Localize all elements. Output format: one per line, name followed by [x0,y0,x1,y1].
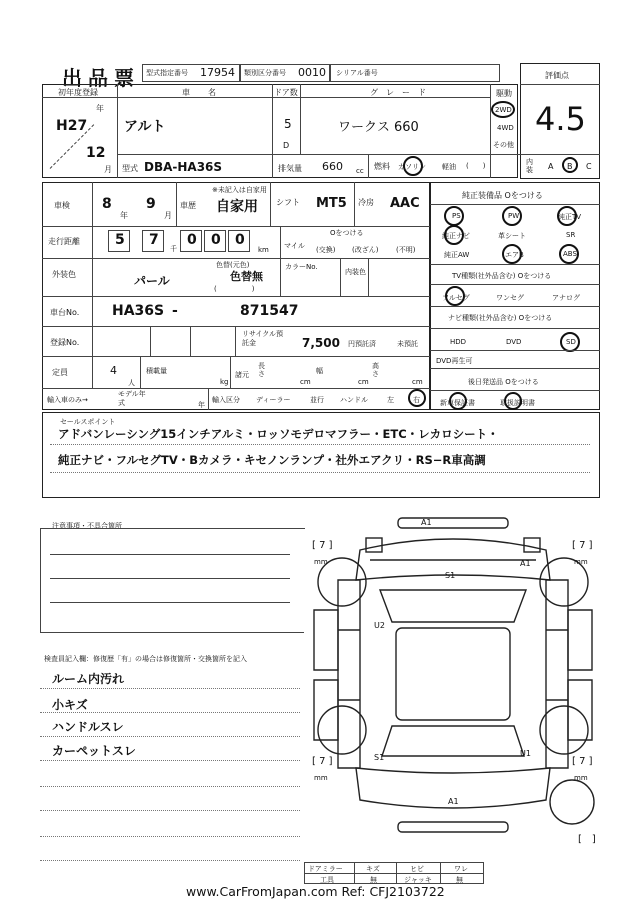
length-unit: cm [300,378,311,386]
type-label: 型式 [122,164,138,173]
mileage-digit-3: 0 [187,232,197,248]
model-cert-value: 17954 [200,66,235,79]
inspector-label: 検査員記入欄：修復歴「有」の場合は修復箇所・交換箇所を記入 [44,655,247,663]
fuel-label: 燃料 [374,162,390,171]
displacement-value: 660 [322,160,343,173]
color-change: 色替無 [230,270,263,283]
tv-fullseg-circle [445,286,465,306]
dealer-option: ディーラー [256,396,291,404]
score-label: 評価点 [545,71,569,80]
import-cat-label: 輸入区分 [212,396,240,404]
legend-r2: 無 [370,876,377,884]
seats-label: 定員 [52,368,68,377]
inspection-year: 8 [102,196,112,212]
import-label: 輸入車のみ→ [47,396,88,404]
legend-r3: ジャッキ [404,876,432,884]
equip-abs: ABS [563,250,577,258]
handle-left: 左 [387,396,394,404]
inspection-month-unit: 月 [164,211,172,220]
meter-swap: (交換) [316,246,336,254]
tv-title: TV種類(社外品含む) Oをつける [452,272,552,280]
doors-label: ドア数 [274,88,298,97]
mileage-digit-1: 5 [115,232,125,248]
category-value: 0010 [298,66,326,79]
equip-pw-circle [502,206,522,226]
shift-label: シフト [276,198,300,207]
equip-aw: 純正AW [444,251,470,259]
equip-ps: PS [452,212,461,220]
note-item-2: 小キズ [52,698,88,712]
form-title: 出品票 [62,66,140,90]
interior-c: C [586,162,592,171]
dims-label: 諸元 [235,371,249,379]
tread-front-right: [ 7 ] [572,540,593,551]
score-value: 4.5 [535,100,586,138]
diagram-s1-roof: S1 [445,571,456,580]
model-year-unit: 年 [198,401,205,409]
interior-b-circle [562,157,578,173]
name-label: 車名 [182,88,234,97]
tv-fullseg: フルセグ [442,294,470,302]
recycle-unit: 円預託済 [348,340,376,348]
first-reg-label: 初年度登録 [58,88,98,97]
tread-fl-value: 7 [319,540,326,551]
diagram-u2: U2 [374,621,385,630]
handle-label: ハンドル [340,396,368,404]
serial-label: シリアル番号 [336,69,378,77]
tread-rr-unit: mm [574,774,588,782]
mileage-miles: マイル [284,242,305,250]
recycle-status: 未預託 [397,340,418,348]
reg-label: 登録No. [50,338,80,347]
fuel-gas: ガソリン [398,163,426,171]
type-value: DBA-HA36S [144,160,223,174]
vehicle-name: アルト [124,119,166,135]
inspection-label: 車検 [54,201,70,210]
color-value: パール [134,274,170,288]
seats-unit: 人 [128,379,135,387]
meter-altered: (改ざん) [352,246,379,254]
car-body-diagram [300,510,620,850]
navi-sd: SD [566,338,576,346]
equip-pw: PW [508,212,520,220]
mileage-digit-5: 0 [235,232,245,248]
dvd-label: DVD再生可 [436,357,473,365]
first-reg-month: 12 [86,145,106,161]
drive-2wd-circle [491,101,515,118]
seats-value: 4 [110,364,117,377]
model-cert-label: 型式指定番号 [146,69,188,77]
interior-color-label: 内装色 [345,268,366,276]
diagram-u1: U1 [520,749,531,758]
mileage-digit-2: 7 [149,232,159,248]
legend-h3: ヒビ [410,865,424,873]
displacement-label: 排気量 [278,164,302,173]
navi-hdd: HDD [450,338,467,346]
equip-title: 純正装備品 Oをつける [462,191,543,200]
chassis-number: 871547 [240,303,299,319]
interior-a: A [548,162,554,171]
model-year-label: モデル年式 [118,390,146,407]
height-unit: cm [412,378,423,386]
tread-rear-right: [ 7 ] [572,756,593,767]
equip-airbag: エアB [505,251,524,259]
later-manual-circle [504,392,522,410]
navi-title: ナビ種類(社外品含む) Oをつける [448,314,553,322]
first-reg-era: H27 [56,118,88,134]
displacement-unit: cc [356,167,364,175]
recycle-value: 7,500 [302,336,340,350]
tread-spare: [ ] [578,834,596,845]
legend-h4: ワレ [454,865,468,873]
category-label: 類別区分番号 [244,69,286,77]
legend-r1: 工具 [320,876,334,884]
drive-label: 駆動 [496,89,512,98]
chassis-dash: - [172,303,178,319]
drive-4wd: 4WD [497,124,514,132]
load-unit: kg [220,378,229,386]
load-label: 積載量 [146,367,167,375]
history-value: 自家用 [216,199,258,215]
sales-line-1: アドバンレーシング15インチアルミ・ロッソモデロマフラー・ETC・レカロシート・ [58,427,499,441]
tv-oneseg: ワンセグ [496,294,524,302]
tread-rl-value: 7 [319,756,326,767]
diagram-a1-top: A1 [421,518,432,527]
mileage-circle-note: Oをつける [330,229,364,237]
inspection-year-unit: 年 [120,211,128,220]
tread-rl-unit: mm [314,774,328,782]
interior-label: 内装 [526,158,533,174]
mileage-digit-4: 0 [211,232,221,248]
diagram-a1-right: A1 [520,559,531,568]
later-warranty-circle [449,392,467,410]
ac-value: AAC [390,196,420,211]
caution-label: 注意事項・不具合箇所 [52,522,122,530]
shift-value: MT5 [316,196,347,211]
history-note: ※未記入は自家用 [212,186,267,194]
grade-value: ワークス 660 [338,120,419,135]
diagram-a1-bottom: A1 [448,797,459,806]
drive-other: その他 [493,141,514,149]
chassis-prefix: HA36S [112,303,165,319]
month-label: 月 [104,165,112,174]
equip-leather: 革シート [498,232,526,240]
handle-right-circle [408,389,426,407]
grade-label: グレード [370,88,434,97]
equip-tv: 純正TV [558,213,582,221]
doors-value: 5 [284,117,292,131]
equip-navi: 純正ナビ [442,232,470,240]
equip-airbag-circle [502,244,522,264]
ac-label: 冷房 [358,198,374,207]
history-label: 車歴 [180,201,196,210]
mileage-label: 走行距離 [48,237,80,246]
mileage-unit: km [258,246,269,254]
footer-watermark: www.CarFromJapan.com Ref: CFJ2103722 [186,884,445,899]
later-manual: 取扱説明書 [500,399,535,407]
tv-analog: アナログ [552,294,580,302]
mileage-thousand: 千 [170,245,177,253]
note-item-1: ルーム内汚れ [52,672,125,686]
equip-abs-circle [559,244,579,264]
tread-fr-value: 7 [579,540,586,551]
parallel-option: 並行 [310,396,324,404]
color-orig-label: 色替(元色) [216,261,250,269]
later-warranty: 新車保証書 [440,399,475,407]
height-label: 高さ [372,362,379,378]
inspection-month: 9 [146,196,156,212]
interior-b: B [567,162,573,171]
chassis-label: 車台No. [50,308,80,317]
legend-h1: ドアミラー [308,865,343,873]
equip-sr: SR [566,231,576,239]
fuel-gas-circle [403,156,423,176]
tread-rr-value: 7 [579,756,586,767]
equip-tv-circle [557,206,577,226]
equip-navi-circle [444,225,464,245]
color-label: 外装色 [52,270,76,279]
fuel-light: 軽油 [442,163,456,171]
equip-ps-circle [444,206,464,226]
later-title: 後日発送品 Oをつける [468,378,539,386]
year-label: 年 [96,104,104,113]
sales-line-2: 純正ナビ・フルセグTV・Bカメラ・キセノンランプ・社外エアクリ・RS−R車高調 [58,453,486,467]
note-item-3: ハンドルスレ [52,720,124,734]
diagram-s1-left: S1 [374,753,385,762]
width-unit: cm [358,378,369,386]
doors-unit: D [283,141,290,150]
recycle-label: リサイクル預託金 [242,330,284,347]
sales-title: セールスポイント [60,418,116,426]
legend-r4: 無 [456,876,463,884]
navi-sd-circle [560,332,580,352]
drive-2wd: 2WD [495,106,512,114]
legend-h2: キズ [366,865,380,873]
note-item-4: カーペットスレ [52,744,136,758]
color-no-label: カラーNo. [285,263,318,271]
width-label: 幅 [316,367,323,375]
tread-fr-unit: mm [574,558,588,566]
meter-unknown: (不明) [396,246,416,254]
tread-fl-unit: mm [314,558,328,566]
navi-dvd: DVD [506,338,522,346]
tread-front-left: [ 7 ] [312,540,333,551]
length-label: 長さ [258,362,265,378]
tread-rear-left: [ 7 ] [312,756,333,767]
handle-right: 右 [413,396,420,404]
